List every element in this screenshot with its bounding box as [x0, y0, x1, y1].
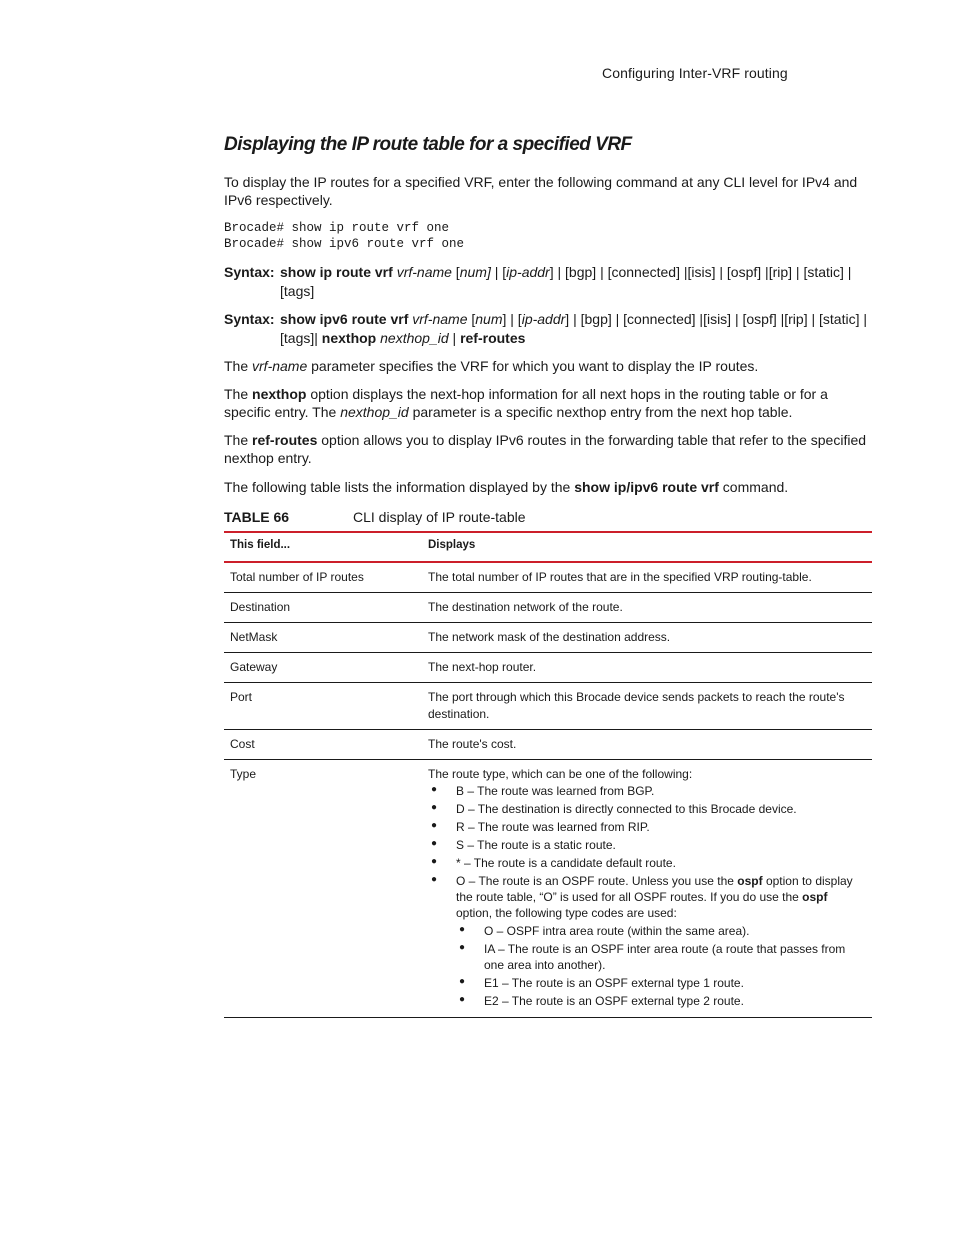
displays-cell: The route's cost. — [428, 737, 517, 751]
table-caption — [224, 509, 872, 533]
displays-cell: The next-hop router. — [428, 660, 537, 674]
code-line: Brocade# show ip route vrf one — [224, 221, 450, 235]
table-intro-paragraph: The following table lists the information displayed by the show ip/ipv6 route vrf command. — [224, 479, 789, 495]
table-row — [224, 730, 872, 760]
field-cell: Port — [230, 690, 253, 704]
syntax-ipv4-text: show ip route vrf vrf-name [num] | [ip-addr] | [bgp] | [connected] |[isis] | [ospf] |[rip] | [static] | [tags] — [280, 264, 852, 299]
field-cell: Total number of IP routes — [230, 570, 364, 584]
table-title: CLI display of IP route-table — [353, 509, 526, 525]
table-number: TABLE 66 — [224, 509, 290, 525]
displays-cell: The network mask of the destination address. — [428, 630, 671, 644]
bullet-icon: ● — [459, 976, 466, 987]
intro-text: To display the IP routes for a specified VRF, enter the following command at any CLI level for IPv4 and IPv6 respectively. — [224, 174, 858, 208]
running-header: Configuring Inter-VRF routing — [602, 65, 788, 81]
syntax-ipv4 — [224, 263, 874, 301]
table-row — [224, 760, 872, 1018]
table-header-row — [224, 533, 872, 563]
list-item: ● E1 – The route is an OSPF external type 1 route. — [456, 975, 864, 993]
ref-routes-paragraph: The ref-routes option allows you to display IPv6 routes in the forwarding table that refer to the specified nexthop entry. — [224, 432, 867, 466]
list-item: ● B – The route was learned from BGP. — [428, 783, 864, 801]
table-row — [224, 653, 872, 683]
bullet-icon: ● — [431, 874, 438, 885]
bullet-icon: ● — [431, 856, 438, 867]
syntax-ipv6-text: show ipv6 route vrf vrf-name [num] | [ip-addr] | [bgp] | [connected] |[isis] | [ospf] |[rip] | [static] | [tags]| nexthop nexthop_id | ref-routes — [280, 311, 867, 346]
type-intro: The route type, which can be one of the following: — [428, 767, 693, 781]
route-table — [224, 533, 872, 1018]
table-row — [224, 623, 872, 653]
list-item: ● O – OSPF intra area route (within the same area). — [456, 923, 864, 941]
list-item: ● IA – The route is an OSPF inter area route (a route that passes from one area into another). — [456, 941, 864, 975]
nexthop-paragraph: The nexthop option displays the next-hop information for all next hops in the routing table or for a specific entry. The nexthop_id parameter is a specific nexthop entry from the next hop table. — [224, 386, 828, 420]
bullet-icon: ● — [431, 820, 438, 831]
bullet-icon: ● — [459, 994, 466, 1005]
code-block — [224, 220, 874, 252]
syntax-label: Syntax: — [224, 311, 275, 327]
table-row — [224, 563, 872, 593]
field-cell: Gateway — [230, 660, 278, 674]
list-item: ● * – The route is a candidate default route. — [428, 855, 864, 873]
field-cell: Cost — [230, 737, 255, 751]
list-item: ● E2 – The route is an OSPF external type 2 route. — [456, 993, 864, 1011]
code-line: Brocade# show ipv6 route vrf one — [224, 237, 465, 251]
ospf-sub-list — [428, 923, 864, 1011]
bullet-icon: ● — [459, 942, 466, 953]
syntax-ipv6 — [224, 310, 874, 348]
displays-cell — [423, 760, 872, 1017]
column-header: This field... — [230, 539, 291, 551]
column-header: Displays — [428, 539, 476, 551]
field-cell: Destination — [230, 600, 291, 614]
bullet-icon: ● — [431, 838, 438, 849]
table-row — [224, 683, 872, 730]
intro-paragraph — [224, 173, 874, 209]
displays-cell: The total number of IP routes that are in the specified VRP routing-table. — [428, 570, 812, 584]
list-item: ● O – The route is an OSPF route. Unless you use the ospf option to display the route table, “O” is used for all OSPF routes. If you do use the ospf option, the following type codes are used: — [428, 873, 864, 923]
displays-cell: The destination network of the route. — [428, 600, 623, 614]
field-cell: NetMask — [230, 630, 278, 644]
list-item: ● S – The route is a static route. — [428, 837, 864, 855]
section-title: Displaying the IP route table for a specified VRF — [224, 134, 632, 155]
bullet-icon: ● — [431, 802, 438, 813]
bullet-icon: ● — [459, 924, 466, 935]
table-row — [224, 593, 872, 623]
displays-cell: The port through which this Brocade device sends packets to reach the route's destination. — [428, 690, 845, 721]
vrf-name-paragraph: The vrf-name parameter specifies the VRF for which you want to display the IP routes. — [224, 358, 759, 374]
list-item: ● D – The destination is directly connected to this Brocade device. — [428, 801, 864, 819]
field-cell: Type — [230, 767, 257, 781]
bullet-icon: ● — [431, 784, 438, 795]
list-item: ● R – The route was learned from RIP. — [428, 819, 864, 837]
syntax-label: Syntax: — [224, 264, 275, 280]
